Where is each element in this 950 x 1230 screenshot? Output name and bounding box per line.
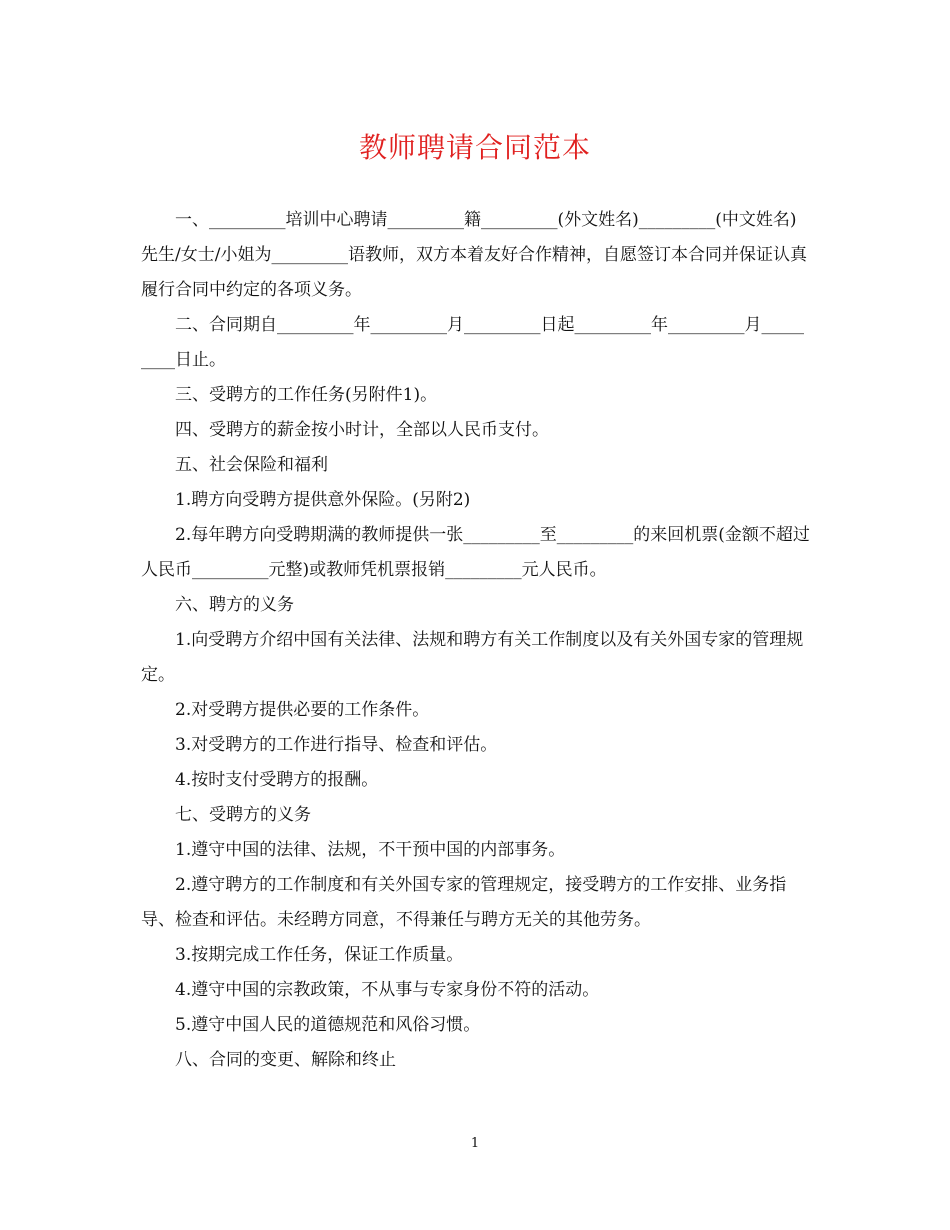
paragraph-1-employment: 一、_________培训中心聘请_________籍_________(外文姓名)_________(中文姓名)先生/女士/小姐为_________语教师，双方本着友好合作精神，自愿签订本合同并保证认真履行合同中约定的各项义务。 bbox=[141, 210, 807, 300]
page-number: 1 bbox=[470, 1136, 480, 1151]
section-7-heading: 七、受聘方的义务 bbox=[175, 805, 311, 825]
section-8-heading: 八、合同的变更、解除和终止 bbox=[175, 1050, 396, 1070]
section-5-item-2: 2.每年聘方向受聘期满的教师提供一张_________至_________的来回机票(金额不超过人民币_________元整)或教师凭机票报销_________元人民币。 bbox=[141, 525, 810, 580]
section-7-item-1: 1.遵守中国的法律、法规，不干预中国的内部事务。 bbox=[175, 840, 566, 860]
paragraph-3-work-tasks: 三、受聘方的工作任务(另附件1)。 bbox=[175, 385, 438, 405]
section-6-heading: 六、聘方的义务 bbox=[175, 595, 294, 615]
section-6-item-2: 2.对受聘方提供必要的工作条件。 bbox=[175, 700, 430, 720]
section-5-item-1: 1.聘方向受聘方提供意外保险。(另附2) bbox=[175, 490, 471, 510]
section-5-heading: 五、社会保险和福利 bbox=[175, 455, 328, 475]
paragraph-2-contract-period: 二、合同期自_________年_________月_________日起_________年_________月_________日止。 bbox=[141, 315, 804, 370]
paragraph-4-salary: 四、受聘方的薪金按小时计，全部以人民币支付。 bbox=[175, 420, 549, 440]
section-7-item-3: 3.按期完成工作任务，保证工作质量。 bbox=[175, 945, 464, 965]
section-7-item-2: 2.遵守聘方的工作制度和有关外国专家的管理规定，接受聘方的工作安排、业务指导、检查和评估。未经聘方同意，不得兼任与聘方无关的其他劳务。 bbox=[141, 875, 787, 930]
document-title: 教师聘请合同范本 bbox=[358, 131, 591, 164]
section-6-item-4: 4.按时支付受聘方的报酬。 bbox=[175, 770, 379, 790]
section-6-item-3: 3.对受聘方的工作进行指导、检查和评估。 bbox=[175, 735, 498, 755]
section-7-item-5: 5.遵守中国人民的道德规范和风俗习惯。 bbox=[175, 1015, 481, 1035]
document-body bbox=[141, 203, 811, 1078]
section-7-item-4: 4.遵守中国的宗教政策，不从事与专家身份不符的活动。 bbox=[175, 980, 600, 1000]
section-6-item-1: 1.向受聘方介绍中国有关法律、法规和聘方有关工作制度以及有关外国专家的管理规定。 bbox=[141, 630, 804, 685]
